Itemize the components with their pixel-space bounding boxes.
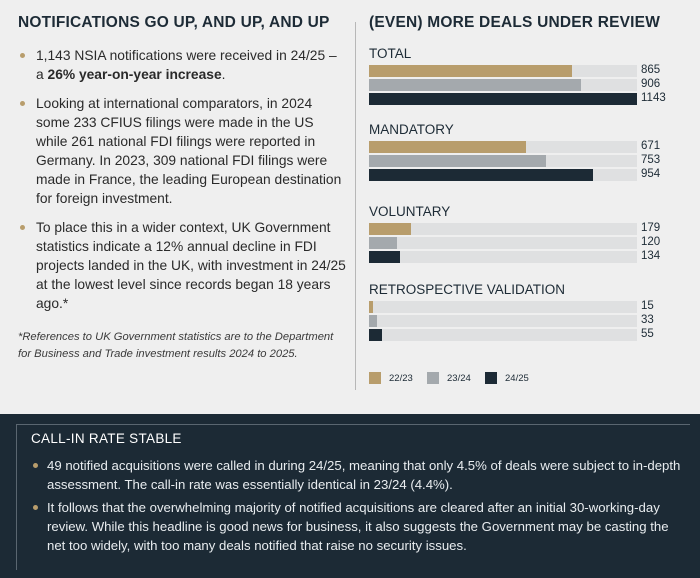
data-label: 865 [641, 64, 661, 76]
data-label: 55 [641, 328, 654, 340]
chart-title: (EVEN) MORE DEALS UNDER REVIEW [369, 14, 661, 31]
bar-voluntary-22-23 [369, 223, 411, 235]
bar-retrospective-validation-22-23 [369, 301, 373, 313]
bullet-item: To place this in a wider context, UK Government statistics indicate a 12% annual decline in FDI projects landed in the UK, with investment in 24/25 at the lowest level since records began 18 years ago.* [18, 218, 348, 313]
data-label: 906 [641, 78, 661, 90]
group-label-retrospective-validation: RETROSPECTIVE VALIDATION [369, 282, 566, 297]
group-label-voluntary: VOLUNTARY [369, 204, 451, 219]
data-label: 753 [641, 154, 661, 166]
footnote: *References to UK Government statistics are to the Department for Business and Trade investment results 2024 to 2025. [18, 331, 334, 360]
bar-mandatory-22-23 [369, 141, 526, 153]
data-label: 954 [641, 168, 661, 180]
call-in-bullets [17, 456, 690, 555]
legend-label: 22/23 [389, 373, 413, 384]
data-label: 179 [641, 222, 661, 234]
group-label-mandatory: MANDATORY [369, 122, 454, 137]
data-label: 671 [641, 140, 661, 152]
legend-swatch [427, 372, 439, 384]
bar-track [369, 329, 637, 341]
data-label: 33 [641, 314, 654, 326]
data-label: 15 [641, 300, 654, 312]
data-label: 120 [641, 236, 661, 248]
bar-track [369, 237, 637, 249]
data-label: 1143 [641, 92, 666, 104]
call-in-box [16, 424, 690, 570]
bar-total-23-24 [369, 79, 581, 91]
bullet-item: It follows that the overwhelming majority of notified acquisitions are cleared after an initial 30-working-day review. While this headline is good news for business, it also suggests the Government may be casting the net too widely, with too many deals notified that raise no security issues. [31, 498, 690, 555]
bullet-item: 1,143 NSIA notifications were received in 24/25 – a 26% year-on-year increase. [18, 46, 348, 84]
legend-label: 23/24 [447, 373, 471, 384]
bar-track [369, 301, 637, 313]
bar-voluntary-23-24 [369, 237, 397, 249]
bar-track [369, 315, 637, 327]
bullet-item: 49 notified acquisitions were called in during 24/25, meaning that only 4.5% of deals were subject to in-depth assessment. The call-in rate was essentially identical in 23/24 (4.4%). [31, 456, 690, 494]
bar-total-24-25 [369, 93, 637, 105]
bar-chart [369, 14, 689, 406]
bar-voluntary-24-25 [369, 251, 400, 263]
notifications-bullets [18, 46, 348, 313]
legend-swatch [369, 372, 381, 384]
chart-column [369, 14, 689, 384]
bullet-item: Looking at international comparators, in 2024 some 233 CFIUS filings were made in the US while 261 national FDI filings were reported in Germany. In 2023, 309 national FDI filings were made in France, the leading European destination for foreign investment. [18, 94, 348, 208]
bar-mandatory-24-25 [369, 169, 593, 181]
bar-track [369, 251, 637, 263]
bar-retrospective-validation-24-25 [369, 329, 382, 341]
call-in-heading: CALL-IN RATE STABLE [31, 431, 182, 446]
column-divider [355, 22, 356, 390]
legend-swatch [485, 372, 497, 384]
call-in-panel [0, 414, 700, 578]
group-label-total: TOTAL [369, 46, 412, 61]
notifications-heading: NOTIFICATIONS GO UP, AND UP, AND UP [18, 14, 330, 31]
notifications-column [18, 14, 348, 363]
bar-mandatory-23-24 [369, 155, 546, 167]
bar-total-22-23 [369, 65, 572, 77]
data-label: 134 [641, 250, 661, 262]
bar-retrospective-validation-23-24 [369, 315, 377, 327]
legend-label: 24/25 [505, 373, 529, 384]
